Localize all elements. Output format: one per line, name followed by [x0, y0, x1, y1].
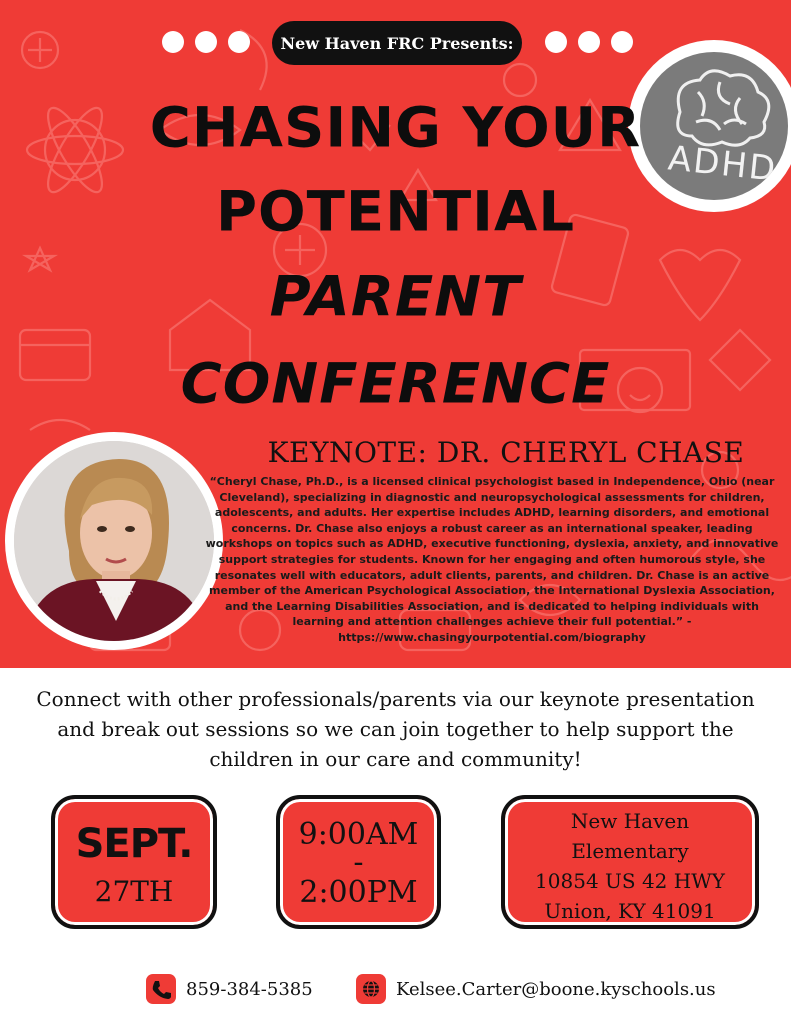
location-line-1: New Haven: [570, 809, 690, 833]
title-line-3: PARENT: [269, 265, 522, 330]
adhd-label: ADHD: [666, 138, 779, 190]
time-end: 2:00PM: [299, 875, 418, 910]
title-line-2: POTENTIAL: [215, 180, 576, 245]
location-line-4: Union, KY 41091: [544, 899, 716, 923]
date-month: SEPT.: [75, 821, 193, 867]
decorative-dots-right: [545, 31, 633, 53]
keynote-heading: KEYNOTE: DR. CHERYL CHASE: [267, 436, 745, 469]
email-address: Kelsee.Carter@boone.kyschools.us: [396, 978, 716, 1000]
globe-icon: [356, 974, 386, 1004]
title-line-1: CHASING YOUR: [149, 96, 642, 161]
phone-number: 859-384-5385: [186, 978, 313, 1000]
title-line-4: CONFERENCE: [180, 352, 611, 417]
location-line-2: Elementary: [571, 839, 689, 863]
time-start: 9:00AM: [298, 817, 419, 852]
location-box: [501, 795, 759, 929]
speaker-biography: “Cheryl Chase, Ph.D., is a licensed clinical psychologist based in Independence, Ohio (near Cleveland), specializing in diagnostic and neuropsychological assessments for children, adolescents, and adults. Her expertise includes ADHD, learning disorders, and emotional concerns. Dr. Chase also enjoys a robust career as an international speaker, leading workshops on topics such as ADHD, executive functioning, dyslexia, anxiety, and innovative support strategies for students. Known for her engaging and often humorous style, she resonates well with educators, adult clients, parents, and children. Dr. Chase is an active member of the American Psychological Association, the International Dyslexia Association, and the Learning Disabilities Association, and is dedicated to helping individuals with learning and attention challenges achieve their full potential.” - https://www.chasingyourpotential.com/biography: [205, 475, 779, 644]
phone-icon: [146, 974, 176, 1004]
presenter-label: New Haven FRC Presents:: [272, 21, 522, 65]
speaker-photo: [14, 441, 214, 641]
location-line-3: 10854 US 42 HWY: [535, 869, 725, 893]
date-box: [51, 795, 217, 929]
decorative-dots-left: [162, 31, 250, 53]
contact-email: [356, 974, 716, 1004]
time-box: [276, 795, 441, 929]
time-separator: -: [353, 845, 364, 880]
contact-phone: [146, 974, 313, 1004]
speaker-portrait: [5, 432, 223, 650]
date-day: 27TH: [94, 875, 174, 908]
connect-message: Connect with other professionals/parents via our keynote presentation and break out sessions so we can join together to help support the children in our care and community!: [36, 687, 755, 771]
